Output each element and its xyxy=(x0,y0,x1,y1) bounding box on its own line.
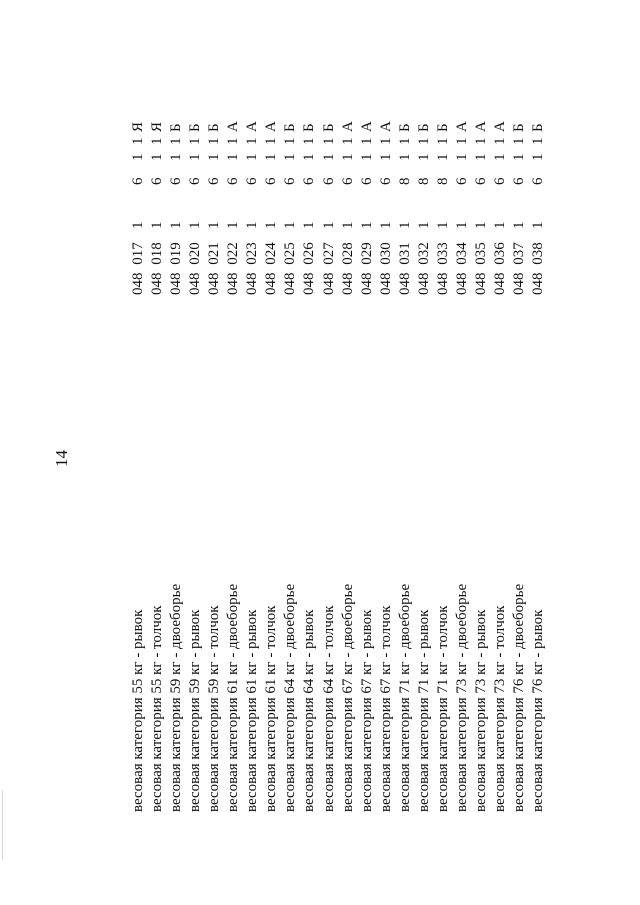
discipline-description: весовая категория 55 кг - рывок xyxy=(130,609,146,812)
table-row xyxy=(452,0,472,905)
discipline-description: весовая категория 73 кг - двоеборье xyxy=(453,583,470,812)
discipline-value-1: 1 xyxy=(225,221,242,229)
discipline-group: А xyxy=(453,121,470,132)
discipline-group: Б xyxy=(415,123,432,132)
discipline-value-2: 8 xyxy=(396,177,413,185)
discipline-group: Б xyxy=(187,123,204,132)
discipline-value-1: 1 xyxy=(206,221,223,229)
discipline-value-3: 1 xyxy=(434,153,451,161)
discipline-value-4: 1 xyxy=(187,137,204,145)
discipline-code: 048 019 xyxy=(168,242,185,295)
discipline-value-2: 6 xyxy=(149,177,166,185)
discipline-code: 048 025 xyxy=(282,242,299,295)
discipline-value-2: 6 xyxy=(130,177,146,185)
discipline-value-2: 6 xyxy=(472,177,489,185)
discipline-value-3: 1 xyxy=(225,153,242,161)
discipline-group: Б xyxy=(206,123,223,132)
discipline-value-1: 1 xyxy=(472,221,489,229)
discipline-value-2: 6 xyxy=(377,177,394,185)
table-row xyxy=(242,0,262,905)
discipline-value-4: 1 xyxy=(130,137,146,145)
discipline-description: весовая категория 61 кг - двоеборье xyxy=(225,583,242,812)
table-row xyxy=(357,0,377,905)
discipline-group: А xyxy=(225,121,242,132)
discipline-value-1: 1 xyxy=(301,221,318,229)
table-row xyxy=(223,0,243,905)
discipline-value-2: 8 xyxy=(434,177,451,185)
discipline-value-1: 1 xyxy=(434,221,451,229)
discipline-code: 048 030 xyxy=(377,242,394,295)
discipline-description: весовая категория 61 кг - рывок xyxy=(244,609,261,812)
discipline-code: 048 026 xyxy=(301,242,318,295)
discipline-description: весовая категория 59 кг - толчок xyxy=(206,605,223,812)
discipline-value-2: 6 xyxy=(358,177,375,185)
discipline-code: 048 035 xyxy=(472,242,489,295)
discipline-value-3: 1 xyxy=(187,153,204,161)
discipline-value-4: 1 xyxy=(149,137,166,145)
table-row xyxy=(128,0,148,905)
discipline-group: А xyxy=(263,121,280,132)
discipline-value-4: 1 xyxy=(244,137,261,145)
discipline-value-2: 6 xyxy=(168,177,185,185)
discipline-value-4: 1 xyxy=(282,137,299,145)
discipline-value-1: 1 xyxy=(263,221,280,229)
discipline-value-4: 1 xyxy=(358,137,375,145)
discipline-code: 048 028 xyxy=(339,242,356,295)
discipline-value-1: 1 xyxy=(187,221,204,229)
discipline-group: А xyxy=(339,121,356,132)
discipline-group: А xyxy=(377,121,394,132)
discipline-value-3: 1 xyxy=(244,153,261,161)
discipline-code: 048 027 xyxy=(320,242,337,295)
discipline-value-1: 1 xyxy=(491,221,508,229)
discipline-group: Б xyxy=(530,123,547,132)
discipline-value-4: 1 xyxy=(263,137,280,145)
discipline-value-3: 1 xyxy=(396,153,413,161)
discipline-value-3: 1 xyxy=(130,153,146,161)
discipline-code: 048 038 xyxy=(530,242,547,295)
discipline-value-1: 1 xyxy=(149,221,166,229)
discipline-value-4: 1 xyxy=(339,137,356,145)
discipline-group: Б xyxy=(511,123,527,132)
discipline-description: весовая категория 64 кг - рывок xyxy=(301,609,318,812)
discipline-value-4: 1 xyxy=(472,137,489,145)
table-row xyxy=(509,0,529,905)
discipline-code: 048 031 xyxy=(396,242,413,295)
discipline-value-4: 1 xyxy=(511,137,527,145)
discipline-value-1: 1 xyxy=(130,221,146,229)
table-row xyxy=(204,0,224,905)
discipline-value-3: 1 xyxy=(377,153,394,161)
discipline-value-1: 1 xyxy=(282,221,299,229)
discipline-value-1: 1 xyxy=(530,221,547,229)
discipline-value-4: 1 xyxy=(530,137,547,145)
discipline-description: весовая категория 64 кг - двоеборье xyxy=(282,583,299,812)
discipline-value-3: 1 xyxy=(149,153,166,161)
discipline-value-1: 1 xyxy=(339,221,356,229)
discipline-value-3: 1 xyxy=(530,153,547,161)
discipline-group: А xyxy=(244,121,261,132)
discipline-value-2: 6 xyxy=(225,177,242,185)
discipline-description: весовая категория 61 кг - толчок xyxy=(263,605,280,812)
discipline-code: 048 018 xyxy=(149,242,166,295)
discipline-value-3: 1 xyxy=(491,153,508,161)
discipline-description: весовая категория 71 кг - двоеборье xyxy=(396,583,413,812)
discipline-description: весовая категория 67 кг - двоеборье xyxy=(339,583,356,812)
discipline-value-2: 6 xyxy=(453,177,470,185)
discipline-value-3: 1 xyxy=(263,153,280,161)
discipline-description: весовая категория 59 кг - рывок xyxy=(187,609,204,812)
table-row xyxy=(147,0,167,905)
discipline-code: 048 037 xyxy=(511,242,527,295)
discipline-description: весовая категория 73 кг - рывок xyxy=(472,609,489,812)
discipline-description: весовая категория 67 кг - толчок xyxy=(377,605,394,812)
discipline-value-4: 1 xyxy=(206,137,223,145)
discipline-value-2: 6 xyxy=(339,177,356,185)
table-row xyxy=(338,0,358,905)
discipline-description: весовая категория 59 кг - двоеборье xyxy=(168,583,185,812)
discipline-value-4: 1 xyxy=(415,137,432,145)
discipline-value-4: 1 xyxy=(225,137,242,145)
discipline-group: Б xyxy=(320,123,337,132)
discipline-value-3: 1 xyxy=(301,153,318,161)
discipline-value-2: 6 xyxy=(263,177,280,185)
discipline-value-1: 1 xyxy=(358,221,375,229)
discipline-value-4: 1 xyxy=(434,137,451,145)
discipline-description: весовая категория 73 кг - толчок xyxy=(491,605,508,812)
table-row xyxy=(395,0,415,905)
discipline-value-1: 1 xyxy=(320,221,337,229)
discipline-description: весовая категория 71 кг - толчок xyxy=(434,605,451,812)
discipline-description: весовая категория 76 кг - рывок xyxy=(530,609,547,812)
table-row xyxy=(166,0,186,905)
discipline-code: 048 023 xyxy=(244,242,261,295)
page-number: 14 xyxy=(52,450,71,467)
table-row xyxy=(376,0,396,905)
table-row xyxy=(280,0,300,905)
discipline-value-2: 6 xyxy=(491,177,508,185)
discipline-value-2: 6 xyxy=(282,177,299,185)
discipline-value-3: 1 xyxy=(206,153,223,161)
discipline-code: 048 022 xyxy=(225,242,242,295)
discipline-description: весовая категория 71 кг - рывок xyxy=(415,609,432,812)
discipline-group: Б xyxy=(434,123,451,132)
discipline-code: 048 021 xyxy=(206,242,223,295)
discipline-value-1: 1 xyxy=(168,221,185,229)
discipline-code: 048 034 xyxy=(453,242,470,295)
discipline-value-2: 6 xyxy=(320,177,337,185)
discipline-value-2: 6 xyxy=(244,177,261,185)
discipline-code: 048 017 xyxy=(130,242,146,295)
table-row xyxy=(299,0,319,905)
discipline-value-3: 1 xyxy=(472,153,489,161)
discipline-value-2: 6 xyxy=(301,177,318,185)
discipline-value-3: 1 xyxy=(511,153,527,161)
discipline-code: 048 029 xyxy=(358,242,375,295)
discipline-group: Я xyxy=(149,121,166,132)
table-row xyxy=(185,0,205,905)
discipline-value-1: 1 xyxy=(396,221,413,229)
discipline-value-1: 1 xyxy=(415,221,432,229)
table-row xyxy=(490,0,510,905)
discipline-value-3: 1 xyxy=(282,153,299,161)
discipline-value-2: 8 xyxy=(415,177,432,185)
discipline-value-4: 1 xyxy=(396,137,413,145)
discipline-description: весовая категория 76 кг - двоеборье xyxy=(511,583,527,812)
table-row xyxy=(261,0,281,905)
discipline-value-4: 1 xyxy=(168,137,185,145)
discipline-group: Б xyxy=(396,123,413,132)
discipline-value-3: 1 xyxy=(168,153,185,161)
discipline-group: Б xyxy=(301,123,318,132)
table-row xyxy=(414,0,434,905)
discipline-value-4: 1 xyxy=(453,137,470,145)
discipline-group: А xyxy=(472,121,489,132)
discipline-value-3: 1 xyxy=(339,153,356,161)
discipline-code: 048 036 xyxy=(491,242,508,295)
discipline-value-4: 1 xyxy=(320,137,337,145)
discipline-value-2: 6 xyxy=(206,177,223,185)
discipline-group: Б xyxy=(168,123,185,132)
discipline-code: 048 020 xyxy=(187,242,204,295)
discipline-value-2: 6 xyxy=(530,177,547,185)
discipline-value-3: 1 xyxy=(453,153,470,161)
discipline-value-4: 1 xyxy=(377,137,394,145)
discipline-value-4: 1 xyxy=(491,137,508,145)
discipline-group: А xyxy=(358,121,375,132)
discipline-value-2: 6 xyxy=(187,177,204,185)
discipline-group: Б xyxy=(282,123,299,132)
table-row xyxy=(319,0,339,905)
discipline-code: 048 024 xyxy=(263,242,280,295)
discipline-value-1: 1 xyxy=(511,221,527,229)
table-row xyxy=(471,0,491,905)
discipline-group: Я xyxy=(130,121,146,132)
discipline-value-1: 1 xyxy=(244,221,261,229)
discipline-description: весовая категория 55 кг - толчок xyxy=(149,605,166,812)
discipline-description: весовая категория 64 кг - толчок xyxy=(320,605,337,812)
discipline-code: 048 033 xyxy=(434,242,451,295)
discipline-value-4: 1 xyxy=(301,137,318,145)
discipline-value-1: 1 xyxy=(377,221,394,229)
discipline-value-3: 1 xyxy=(358,153,375,161)
discipline-group: А xyxy=(491,121,508,132)
discipline-value-3: 1 xyxy=(415,153,432,161)
discipline-code: 048 032 xyxy=(415,242,432,295)
discipline-value-1: 1 xyxy=(453,221,470,229)
table-row xyxy=(528,0,548,905)
discipline-value-2: 6 xyxy=(511,177,527,185)
discipline-description: весовая категория 67 кг - рывок xyxy=(358,609,375,812)
table-row xyxy=(433,0,453,905)
discipline-value-3: 1 xyxy=(320,153,337,161)
